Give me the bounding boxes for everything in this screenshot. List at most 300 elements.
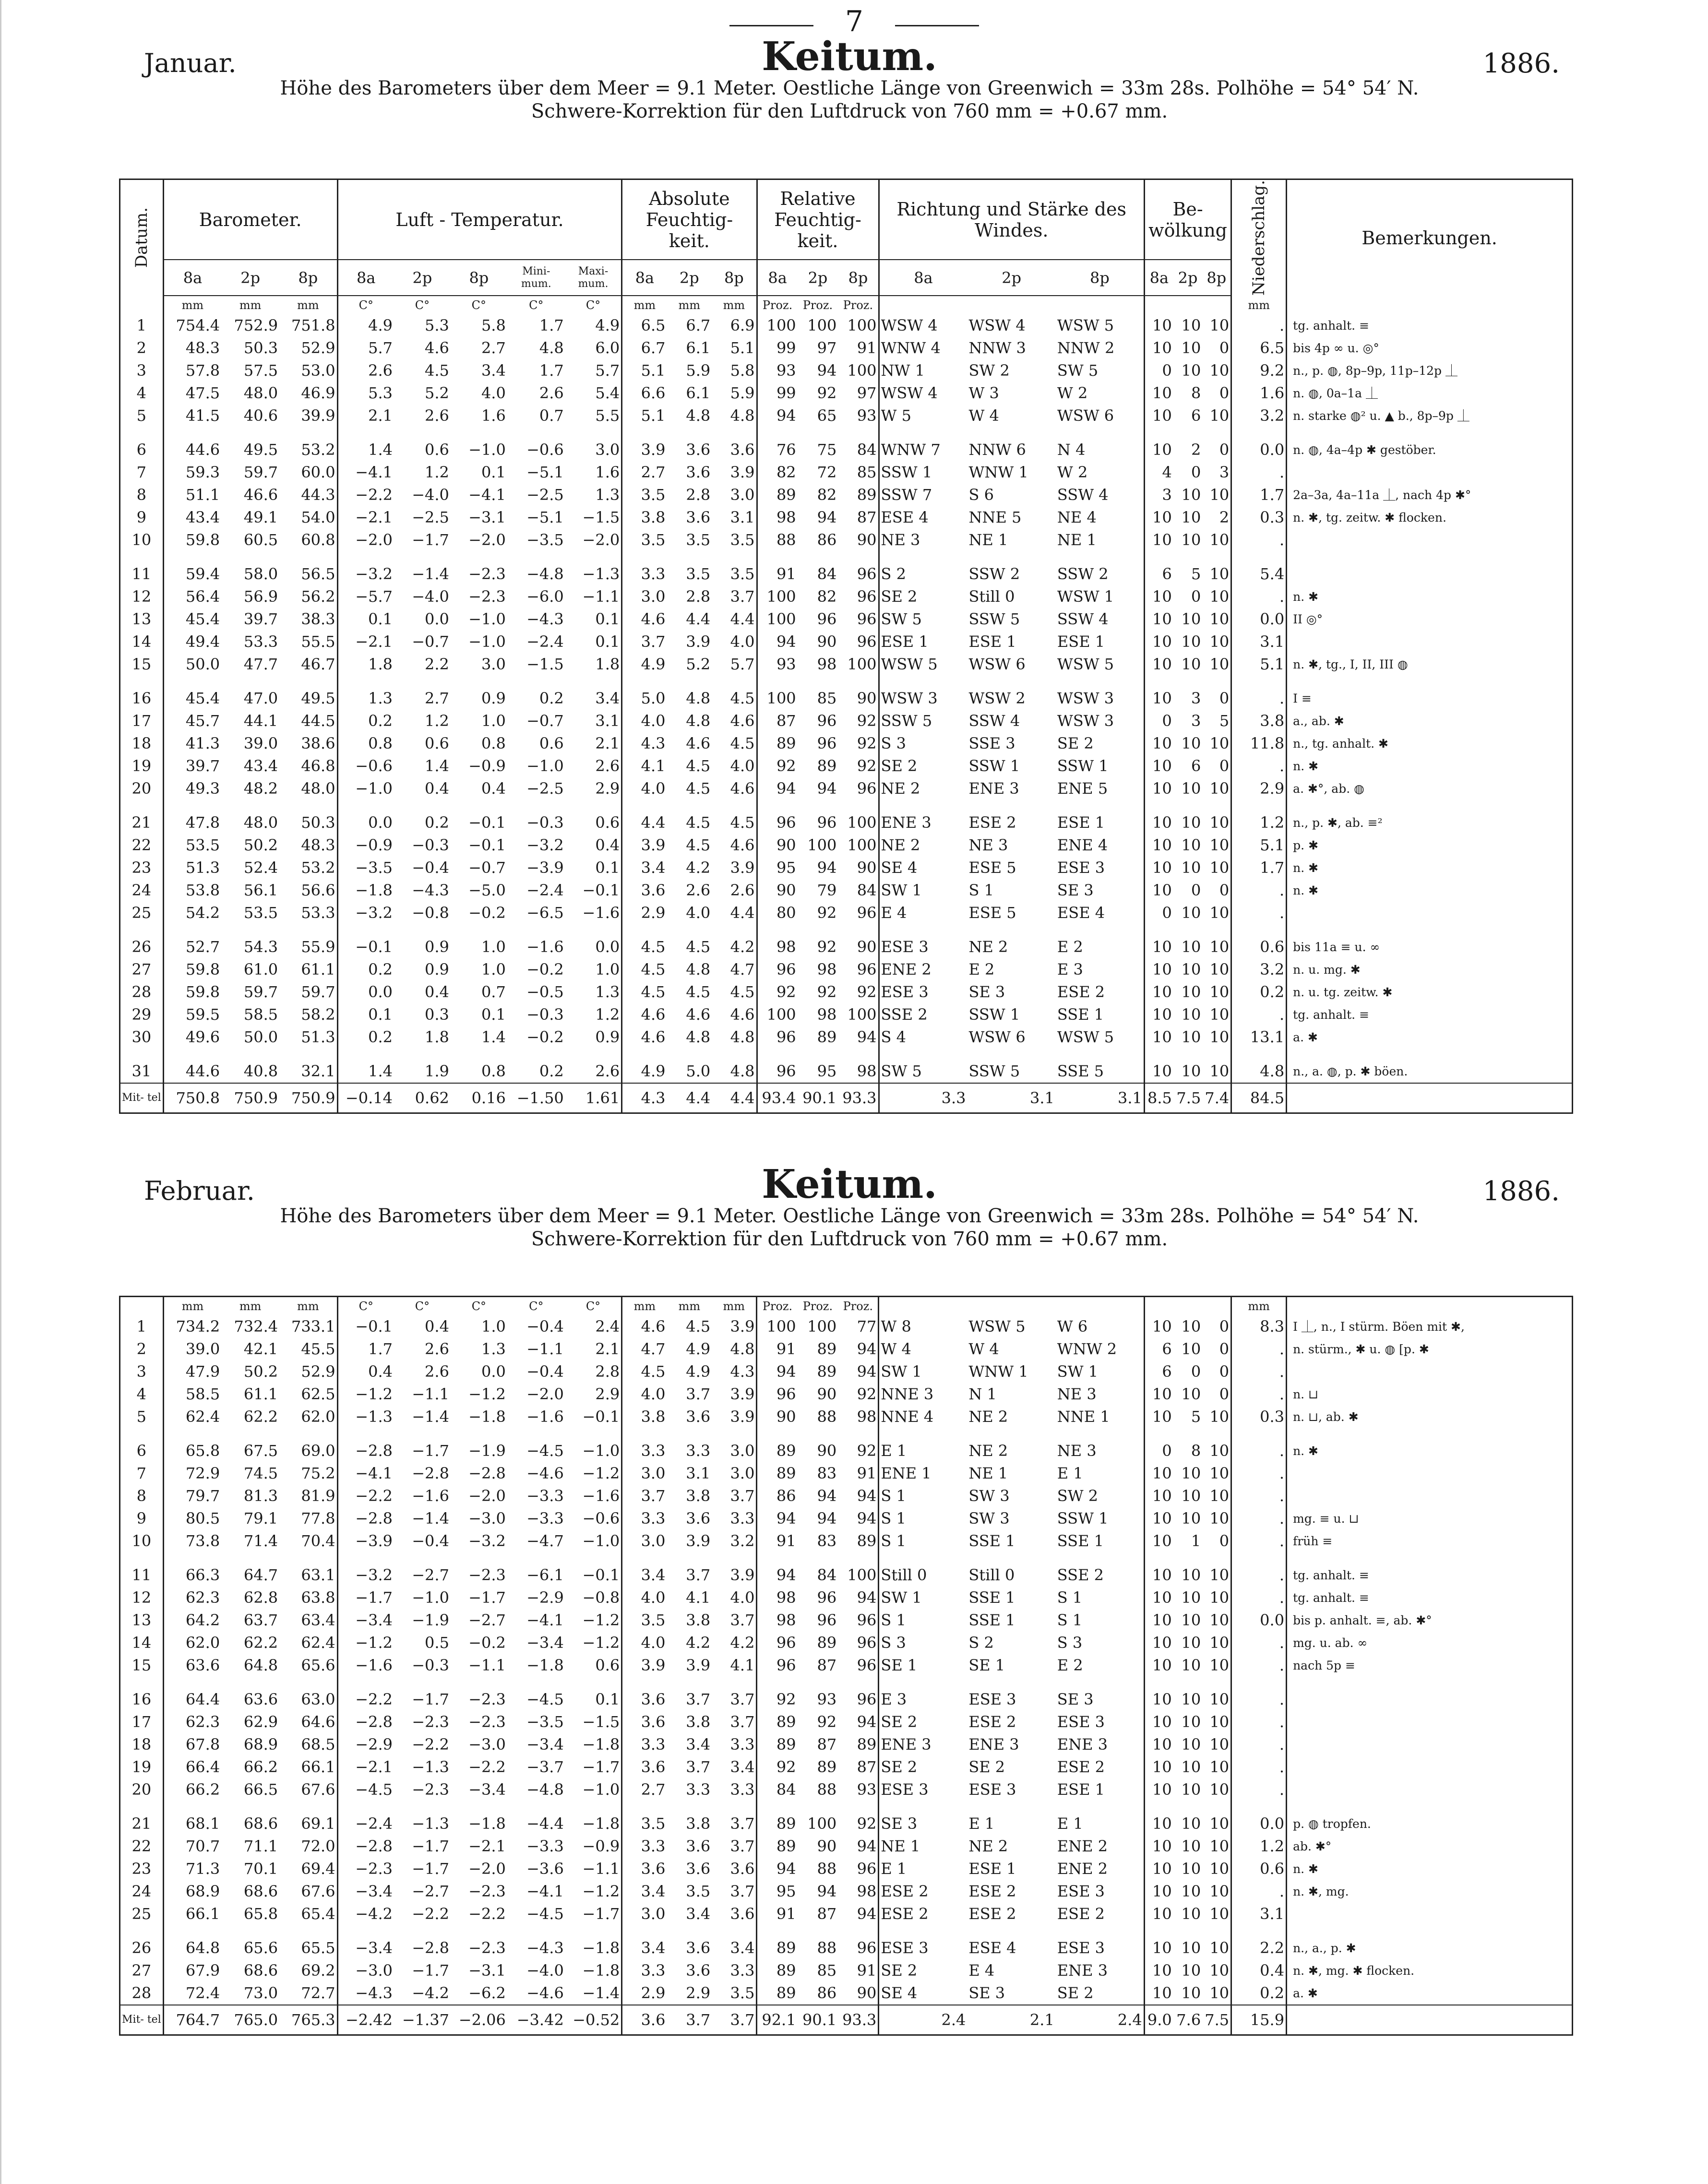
- rel-2p: 98: [817, 960, 837, 979]
- table-row: [120, 1485, 1573, 1507]
- bew-2p: 10: [1181, 1713, 1201, 1731]
- baro-8a: 59.8: [185, 531, 220, 549]
- temp-max: 2.9: [565, 777, 622, 800]
- temp-8a: −4.5: [355, 1780, 393, 1799]
- abs-8a: 3.3: [641, 1509, 666, 1528]
- datum: 23: [120, 1858, 164, 1880]
- niederschlag: .: [1231, 1552, 1287, 1587]
- wind-8a: ESE 3: [881, 983, 929, 1001]
- baro-8a: 49.6: [185, 1028, 220, 1046]
- unit-wind-2p: [967, 1297, 1055, 1316]
- wind-2p: Still 0: [968, 587, 1015, 606]
- temp-8a: −1.0: [355, 779, 393, 798]
- bew-8a: 10: [1152, 633, 1172, 651]
- temp-8a: 5.3: [368, 384, 393, 402]
- wind-2p: W 4: [968, 406, 999, 425]
- wind-8a: ESE 4: [881, 508, 929, 526]
- wind-8a: SW 5: [881, 1062, 922, 1080]
- temp-min: −0.2: [526, 1028, 564, 1046]
- niederschlag: .: [1231, 1485, 1287, 1507]
- abs-2p: 4.5: [686, 813, 711, 832]
- niederschlag: .: [1231, 1003, 1287, 1026]
- datum: 7: [120, 461, 164, 484]
- bew-8a: 10: [1152, 1062, 1172, 1080]
- bew-2p: 10: [1181, 859, 1201, 877]
- bew-8p: 10: [1202, 529, 1231, 551]
- abs-8p: 3.5: [712, 529, 757, 551]
- table-row: [120, 1428, 1573, 1462]
- temp-2p: 0.4: [425, 1317, 449, 1336]
- rel-8p: 96: [838, 631, 879, 653]
- wind-2p: S 6: [968, 486, 994, 504]
- wind-2p: E 1: [968, 1814, 995, 1833]
- baro-8a: 41.5: [185, 406, 220, 425]
- rel-8p: 96: [838, 585, 879, 608]
- rel-2p: 89: [817, 1758, 837, 1776]
- wind-8a: ENE 1: [881, 1464, 932, 1482]
- bemerkung: n. ✱: [1293, 1862, 1319, 1876]
- bew-8a: 10: [1152, 1408, 1172, 1426]
- bew-8p: 10: [1202, 405, 1231, 427]
- niederschlag: .: [1231, 879, 1287, 902]
- bew-8a: 0: [1162, 361, 1172, 380]
- niederschlag: .: [1231, 1338, 1287, 1361]
- rel-2p: 97: [817, 339, 837, 357]
- temp-8p: −3.4: [468, 1780, 506, 1799]
- temp-2p: −2.7: [412, 1882, 449, 1900]
- bew-2p: 10: [1181, 486, 1201, 504]
- bew-2p: 10: [1181, 983, 1201, 1001]
- bemerkung: I ⏊, n., I stürm. Böen mit ✱,: [1293, 1320, 1465, 1334]
- rel-8a: 90: [776, 881, 796, 899]
- baro-8p: 56.6: [279, 879, 337, 902]
- gravity-correction: Schwere-Korrektion für den Luftdruck von 760 mm = +0.67 mm.: [531, 100, 1168, 122]
- baro-2p: 60.5: [243, 531, 278, 549]
- wind-8a: NE 1: [881, 1837, 920, 1855]
- bemerkung: [1287, 1711, 1573, 1733]
- temp-max: −1.0: [565, 1530, 622, 1552]
- rel-2p: 89: [817, 1028, 837, 1046]
- unit-niederschlag: mm: [1231, 296, 1287, 314]
- baro-2p: 64.7: [243, 1566, 278, 1584]
- temp-8a: −1.2: [355, 1634, 393, 1652]
- bemerkung: tg. anhalt. ≡: [1293, 1568, 1369, 1582]
- niederschlag: 0.0: [1231, 608, 1287, 631]
- abs-8a: 3.0: [641, 1532, 666, 1550]
- bew-8a: 10: [1152, 689, 1172, 707]
- unit-temp-8p: C°: [471, 1300, 487, 1313]
- bemerkung: n. ✱, tg. zeitw. ✱ flocken.: [1293, 511, 1446, 525]
- bemerkung: 2a–3a, 4a–11a ⏊, nach 4p ✱°: [1293, 488, 1471, 502]
- rel-8a: 88: [776, 531, 796, 549]
- table-row: [120, 902, 1573, 924]
- temp-max: −1.5: [565, 1711, 622, 1733]
- unit-datum: [120, 1297, 164, 1316]
- abs-2p: 5.9: [686, 361, 711, 380]
- abs-8p: 3.9: [712, 1383, 757, 1406]
- temp-max: 1.8: [565, 653, 622, 676]
- bemerkung: a. ✱: [1293, 1030, 1318, 1044]
- wind-2p: NE 3: [968, 836, 1008, 854]
- rel-8p: 84: [838, 427, 879, 461]
- temp-8p: −6.2: [468, 1984, 506, 2002]
- niederschlag: .: [1231, 902, 1287, 924]
- temp-2p: 0.4: [425, 779, 449, 798]
- month-title: Februar.: [144, 1176, 255, 1206]
- temp-8p: −3.0: [468, 1735, 506, 1754]
- rel-8p: 100: [838, 1552, 879, 1587]
- temp-max: −0.9: [565, 1835, 622, 1858]
- wind-2p: ESE 2: [968, 1882, 1016, 1900]
- wind-8p: ESE 3: [1056, 1711, 1144, 1733]
- baro-8p: 751.8: [279, 314, 337, 337]
- rel-2p: 86: [817, 1984, 837, 2002]
- temp-8p: −0.2: [468, 904, 506, 922]
- bew-8p: 10: [1202, 1049, 1231, 1083]
- baro-8a: 53.8: [185, 881, 220, 899]
- datum: 10: [120, 1530, 164, 1552]
- bew-2p: 0: [1191, 587, 1201, 606]
- mittel-temp-8p: −2.06: [451, 2005, 507, 2035]
- bew-8p: 0: [1202, 382, 1231, 405]
- rel-8p: 90: [838, 676, 879, 710]
- temp-8p: 2.7: [481, 339, 506, 357]
- baro-8p: 72.7: [279, 1982, 337, 2005]
- temp-2p: −1.0: [412, 1588, 449, 1607]
- rel-8a: 92: [776, 757, 796, 775]
- abs-2p: 4.1: [686, 1588, 711, 1607]
- abs-8a: 4.0: [641, 1634, 666, 1652]
- temp-2p: −1.9: [412, 1611, 449, 1629]
- rel-8p: 100: [838, 653, 879, 676]
- bew-2p: 10: [1181, 1882, 1201, 1900]
- abs-8p: 3.6: [712, 427, 757, 461]
- temp-8p: −1.9: [468, 1442, 506, 1460]
- baro-8a: 59.8: [185, 983, 220, 1001]
- wind-8p: ESE 1: [1056, 1778, 1144, 1801]
- niederschlag: 1.2: [1231, 800, 1287, 834]
- unit-baro-8a: mm: [181, 298, 204, 312]
- niederschlag: .: [1231, 1711, 1287, 1733]
- temp-8a: 1.8: [368, 655, 393, 673]
- baro-8p: 72.0: [279, 1835, 337, 1858]
- temp-8p: −0.9: [468, 757, 506, 775]
- baro-8p: 60.0: [279, 461, 337, 484]
- baro-8p: 44.3: [279, 484, 337, 506]
- wind-8p: ENE 3: [1056, 1959, 1144, 1982]
- bemerkung: n., a. ◍, p. ✱ böen.: [1293, 1064, 1408, 1078]
- table-row: [120, 1462, 1573, 1485]
- abs-8p: 4.5: [712, 800, 757, 834]
- niederschlag: 1.2: [1231, 1835, 1287, 1858]
- mittel-temp-2p: 0.62: [394, 1083, 451, 1113]
- mittel-rel-8p: 93.3: [838, 1083, 879, 1113]
- abs-8a: 2.7: [641, 1780, 666, 1799]
- temp-max: −1.1: [565, 1858, 622, 1880]
- mittel-baro-8p: 765.3: [279, 2005, 337, 2035]
- bew-2p: 10: [1181, 1656, 1201, 1674]
- rel-2p: 87: [817, 1905, 837, 1923]
- temp-8p: −2.3: [468, 1713, 506, 1731]
- baro-8a: 65.8: [185, 1442, 220, 1460]
- bew-8a: 10: [1152, 655, 1172, 673]
- table-row: [120, 1003, 1573, 1026]
- abs-2p: 6.1: [686, 339, 711, 357]
- baro-8a: 63.6: [185, 1656, 220, 1674]
- bemerkung: a., ab. ✱: [1293, 714, 1344, 728]
- temp-max: 5.5: [565, 405, 622, 427]
- rel-8a: 92: [776, 1758, 796, 1776]
- wind-2p: Still 0: [968, 1566, 1015, 1584]
- abs-2p: 3.6: [686, 1939, 711, 1957]
- temp-max: 1.6: [565, 461, 622, 484]
- abs-2p: 3.5: [686, 565, 711, 583]
- baro-8p: 46.9: [279, 382, 337, 405]
- table-row: [120, 1632, 1573, 1654]
- table-row: [120, 1315, 1573, 1338]
- bew-8a: 10: [1152, 339, 1172, 357]
- temp-8a: −2.1: [355, 508, 393, 526]
- rel-8p: 90: [838, 857, 879, 879]
- baro-8a: 64.4: [185, 1690, 220, 1708]
- temp-8a: −1.6: [355, 1656, 393, 1674]
- mittel-abs-2p: 3.7: [667, 2005, 712, 2035]
- rel-8a: 100: [766, 587, 796, 606]
- rel-8a: 86: [776, 1487, 796, 1505]
- rel-2p: 88: [817, 1939, 837, 1957]
- mittel-temp-2p: −1.37: [394, 2005, 451, 2035]
- abs-8p: 3.7: [712, 1835, 757, 1858]
- wind-8p: NNE 1: [1056, 1406, 1144, 1428]
- bew-2p: 10: [1181, 1984, 1201, 2002]
- baro-8a: 47.8: [185, 813, 220, 832]
- bew-2p: 10: [1181, 1317, 1201, 1336]
- abs-8a: 6.5: [641, 316, 666, 334]
- abs-8a: 3.0: [641, 1464, 666, 1482]
- bew-2p: 10: [1181, 1464, 1201, 1482]
- wind-8p: SE 3: [1056, 879, 1144, 902]
- table-row: [120, 1552, 1573, 1587]
- datum: 11: [120, 1552, 164, 1587]
- table-body-februar: [120, 1297, 1573, 2035]
- baro-2p: 74.5: [243, 1464, 278, 1482]
- bew-8a: 10: [1152, 1532, 1172, 1550]
- temp-max: 1.0: [565, 958, 622, 981]
- abs-8a: 4.6: [641, 610, 666, 628]
- wind-2p: WSW 6: [968, 1028, 1026, 1046]
- bew-8p: 0: [1202, 676, 1231, 710]
- baro-2p: 68.9: [243, 1735, 278, 1754]
- wind-2p: NNW 6: [968, 441, 1026, 459]
- temp-8a: −2.9: [355, 1735, 393, 1754]
- wind-2p: ENE 3: [968, 779, 1019, 798]
- bew-2p: 0: [1191, 463, 1201, 481]
- temp-min: 2.6: [539, 384, 564, 402]
- temp-min: −1.5: [526, 655, 564, 673]
- temp-8a: 1.3: [368, 689, 393, 707]
- bemerkung: früh ≡: [1293, 1534, 1333, 1548]
- temp-min: −2.4: [526, 633, 564, 651]
- rel-8a: 89: [776, 1713, 796, 1731]
- sub-mini: Mini- mum.: [507, 260, 565, 296]
- temp-8a: −0.1: [355, 938, 393, 956]
- rel-8a: 96: [776, 1028, 796, 1046]
- wind-2p: NE 2: [968, 938, 1008, 956]
- bew-8a: 10: [1152, 1566, 1172, 1584]
- wind-8p: ESE 2: [1056, 1903, 1144, 1925]
- sub-8p: 8p: [838, 260, 879, 296]
- unit-temp-2p: C°: [415, 298, 430, 312]
- unit-bew-8a: [1144, 296, 1173, 314]
- niederschlag: .: [1231, 676, 1287, 710]
- rel-8a: 82: [776, 463, 796, 481]
- rel-8p: 96: [838, 608, 879, 631]
- abs-2p: 3.6: [686, 441, 711, 459]
- datum: 12: [120, 1587, 164, 1609]
- temp-8p: −2.2: [468, 1758, 506, 1776]
- bew-8p: 0: [1202, 755, 1231, 777]
- abs-2p: 3.6: [686, 1408, 711, 1426]
- niederschlag: .: [1231, 585, 1287, 608]
- bew-8a: 10: [1152, 983, 1172, 1001]
- bew-8p: 0: [1202, 1338, 1231, 1361]
- datum: 28: [120, 981, 164, 1003]
- mittel-abs-8a: 4.3: [622, 1083, 667, 1113]
- datum: 22: [120, 1835, 164, 1858]
- temp-8p: 0.1: [481, 1005, 506, 1024]
- temp-8p: −2.3: [468, 1939, 506, 1957]
- wind-8a: SE 1: [881, 1656, 918, 1674]
- rel-8a: 96: [776, 1062, 796, 1080]
- baro-8a: 47.5: [185, 384, 220, 402]
- abs-8p: 4.6: [712, 777, 757, 800]
- bew-2p: 10: [1181, 1062, 1201, 1080]
- abs-2p: 4.9: [686, 1362, 711, 1381]
- abs-2p: 4.2: [686, 1634, 711, 1652]
- temp-2p: −2.8: [412, 1464, 449, 1482]
- rel-8p: 84: [838, 879, 879, 902]
- niederschlag: .: [1231, 461, 1287, 484]
- niederschlag: 5.1: [1231, 653, 1287, 676]
- abs-8p: 3.3: [712, 1778, 757, 1801]
- temp-min: −3.3: [526, 1837, 564, 1855]
- temp-max: 2.6: [565, 1049, 622, 1083]
- abs-8p: 3.9: [712, 1315, 757, 1338]
- bew-2p: 10: [1181, 1005, 1201, 1024]
- wind-8a: W 5: [881, 406, 911, 425]
- bemerkung: tg. anhalt. ≡: [1293, 1591, 1369, 1605]
- bemerkung: [1287, 1462, 1573, 1485]
- baro-8p: 67.6: [279, 1880, 337, 1903]
- abs-8a: 3.4: [641, 1566, 666, 1584]
- temp-min: −2.9: [526, 1588, 564, 1607]
- temp-min: 0.7: [539, 406, 564, 425]
- datum: 9: [120, 1507, 164, 1530]
- bew-8p: 10: [1202, 857, 1231, 879]
- baro-2p: 39.0: [243, 734, 278, 752]
- wind-2p: SSW 5: [968, 1062, 1020, 1080]
- temp-2p: 2.6: [425, 1362, 449, 1381]
- wind-8a: S 1: [881, 1487, 906, 1505]
- abs-2p: 3.6: [686, 1509, 711, 1528]
- rel-2p: 84: [817, 1566, 837, 1584]
- wind-8p: SE 2: [1056, 1982, 1144, 2005]
- table-row: [120, 1677, 1573, 1711]
- baro-2p: 65.8: [243, 1905, 278, 1923]
- rel-2p: 85: [817, 689, 837, 707]
- temp-max: −1.6: [565, 902, 622, 924]
- wind-2p: SE 2: [968, 1758, 1005, 1776]
- wind-8a: NW 1: [881, 361, 925, 380]
- bew-8p: 10: [1202, 1026, 1231, 1049]
- baro-8p: 52.9: [279, 337, 337, 359]
- bew-2p: 10: [1181, 1814, 1201, 1833]
- rel-8a: 96: [776, 1656, 796, 1674]
- niederschlag: .: [1231, 1507, 1287, 1530]
- temp-8a: −3.4: [355, 1882, 393, 1900]
- temp-8a: −2.8: [355, 1509, 393, 1528]
- baro-8p: 69.2: [279, 1959, 337, 1982]
- niederschlag: 3.2: [1231, 958, 1287, 981]
- abs-8a: 3.5: [641, 486, 666, 504]
- bew-8p: 10: [1202, 1778, 1231, 1801]
- temp-max: −1.2: [565, 1632, 622, 1654]
- niederschlag: .: [1231, 1462, 1287, 1485]
- temp-8a: 0.0: [368, 983, 393, 1001]
- baro-8a: 64.2: [185, 1611, 220, 1629]
- niederschlag: 3.1: [1231, 1903, 1287, 1925]
- mittel-bew-2p: 7.5: [1173, 1083, 1202, 1113]
- bew-8a: 3: [1162, 486, 1172, 504]
- temp-2p: −1.1: [412, 1385, 449, 1403]
- bew-8a: 10: [1152, 1780, 1172, 1799]
- bew-8p: 10: [1202, 1959, 1231, 1982]
- temp-8a: −0.1: [355, 1317, 393, 1336]
- table-row: [120, 1801, 1573, 1835]
- bemerkung: II ◎°: [1293, 612, 1323, 626]
- baro-2p: 58.5: [243, 1005, 278, 1024]
- rel-8p: 92: [838, 755, 879, 777]
- unit-rel-8a: Proz.: [762, 1300, 793, 1313]
- bew-8a: 10: [1152, 1690, 1172, 1708]
- temp-8p: −2.2: [468, 1905, 506, 1923]
- niederschlag: .: [1231, 1587, 1287, 1609]
- datum: 30: [120, 1026, 164, 1049]
- baro-2p: 64.8: [243, 1656, 278, 1674]
- rel-8a: 80: [776, 904, 796, 922]
- niederschlag: 0.0: [1231, 427, 1287, 461]
- temp-8p: −3.2: [468, 1532, 506, 1550]
- bew-8a: 6: [1162, 1362, 1172, 1381]
- bew-8a: 10: [1152, 1028, 1172, 1046]
- abs-2p: 3.3: [686, 1442, 711, 1460]
- temp-8p: 5.8: [481, 316, 506, 334]
- rel-2p: 86: [817, 531, 837, 549]
- wind-8p: NNW 2: [1056, 337, 1144, 359]
- bew-2p: 10: [1181, 836, 1201, 854]
- temp-min: 1.7: [539, 316, 564, 334]
- baro-2p: 44.1: [243, 712, 278, 730]
- bew-8p: 10: [1202, 484, 1231, 506]
- unit-temp-8a: C°: [358, 1300, 373, 1313]
- abs-2p: 4.5: [686, 779, 711, 798]
- bemerkung: [1287, 1756, 1573, 1778]
- bew-2p: 10: [1181, 1634, 1201, 1652]
- unit-baro-8p: mm: [279, 1297, 337, 1316]
- temp-8a: 0.8: [368, 734, 393, 752]
- wind-8a: WSW 4: [881, 316, 938, 334]
- wind-8p: SW 2: [1056, 1485, 1144, 1507]
